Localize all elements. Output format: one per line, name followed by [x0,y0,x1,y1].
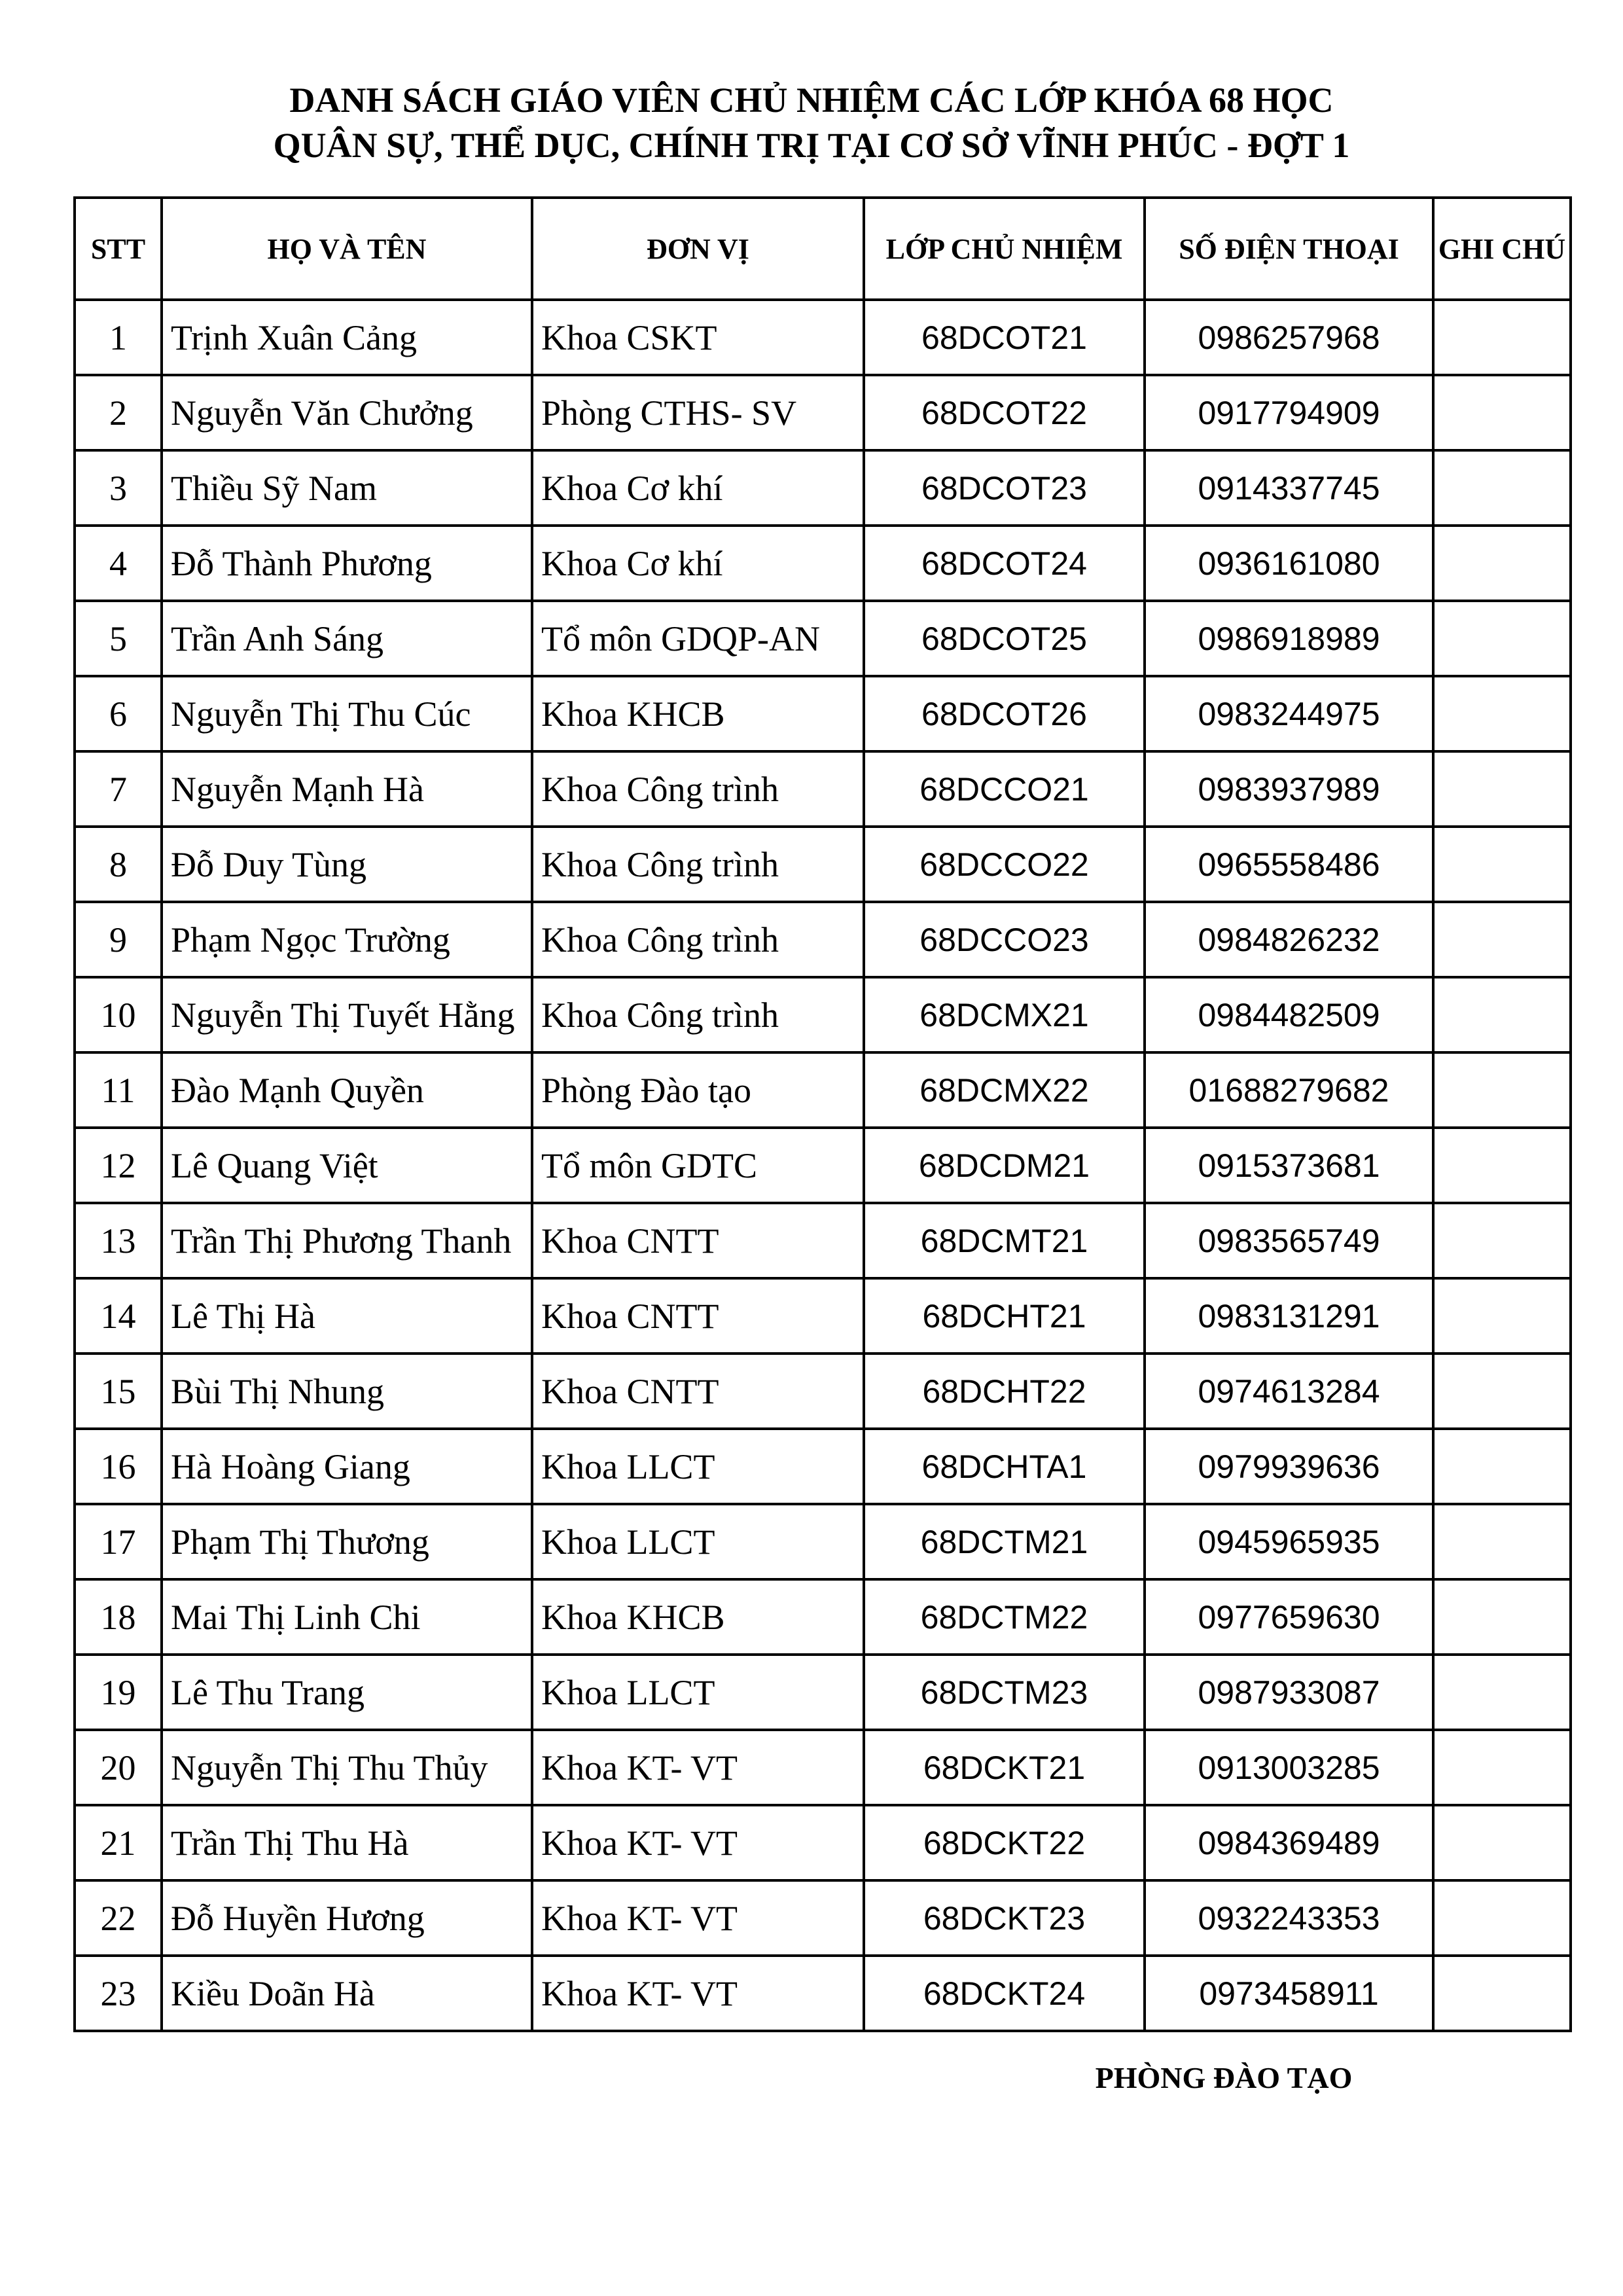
cell-phone: 0983131291 [1145,1278,1433,1354]
cell-phone: 01688279682 [1145,1052,1433,1128]
cell-class: 68DCOT22 [864,375,1145,450]
header-name: HỌ VÀ TÊN [162,198,532,300]
cell-class: 68DCKT23 [864,1880,1145,1956]
cell-unit: Khoa Cơ khí [532,450,864,526]
cell-phone: 0917794909 [1145,375,1433,450]
cell-stt: 19 [75,1655,162,1730]
cell-unit: Khoa KT- VT [532,1956,864,2031]
cell-class: 68DCHTA1 [864,1429,1145,1504]
cell-stt: 17 [75,1504,162,1579]
cell-stt: 13 [75,1203,162,1278]
cell-stt: 14 [75,1278,162,1354]
cell-phone: 0932243353 [1145,1880,1433,1956]
cell-phone: 0984482509 [1145,977,1433,1052]
cell-unit: Khoa KT- VT [532,1880,864,1956]
table-row [75,751,1571,827]
cell-unit: Phòng CTHS- SV [532,375,864,450]
cell-name: Lê Thu Trang [162,1655,532,1730]
table-row [75,1354,1571,1429]
cell-phone: 0987933087 [1145,1655,1433,1730]
table-row [75,1203,1571,1278]
cell-unit: Khoa KHCB [532,676,864,751]
cell-note [1433,1956,1571,2031]
cell-unit: Phòng Đào tạo [532,1052,864,1128]
cell-class: 68DCTM21 [864,1504,1145,1579]
cell-class: 68DCMT21 [864,1203,1145,1278]
cell-class: 68DCOT24 [864,526,1145,601]
cell-unit: Khoa KT- VT [532,1730,864,1805]
table-body [75,300,1571,2031]
cell-note [1433,1128,1571,1203]
cell-phone: 0974613284 [1145,1354,1433,1429]
table-row [75,902,1571,977]
cell-stt: 12 [75,1128,162,1203]
cell-unit: Tổ môn GDTC [532,1128,864,1203]
cell-name: Trịnh Xuân Cảng [162,300,532,375]
table-row [75,1805,1571,1880]
cell-name: Mai Thị Linh Chi [162,1579,532,1655]
cell-name: Lê Thị Hà [162,1278,532,1354]
cell-stt: 22 [75,1880,162,1956]
cell-class: 68DCOT25 [864,601,1145,676]
cell-stt: 2 [75,375,162,450]
cell-stt: 9 [75,902,162,977]
cell-class: 68DCKT24 [864,1956,1145,2031]
cell-stt: 23 [75,1956,162,2031]
cell-stt: 16 [75,1429,162,1504]
cell-class: 68DCTM22 [864,1579,1145,1655]
cell-phone: 0983244975 [1145,676,1433,751]
cell-phone: 0914337745 [1145,450,1433,526]
table-row [75,375,1571,450]
signature-department: PHÒNG ĐÀO TẠO [1095,2061,1353,2094]
cell-note [1433,526,1571,601]
cell-note [1433,1504,1571,1579]
cell-name: Đỗ Thành Phương [162,526,532,601]
cell-note [1433,375,1571,450]
table-row [75,1880,1571,1956]
cell-note [1433,1278,1571,1354]
table-row [75,1956,1571,2031]
header-note: GHI CHÚ [1433,198,1571,300]
table-row [75,300,1571,375]
cell-note [1433,1354,1571,1429]
cell-note [1433,601,1571,676]
cell-unit: Tổ môn GDQP-AN [532,601,864,676]
header-class: LỚP CHỦ NHIỆM [864,198,1145,300]
cell-unit: Khoa Công trình [532,977,864,1052]
cell-unit: Khoa KT- VT [532,1805,864,1880]
cell-class: 68DCDM21 [864,1128,1145,1203]
cell-stt: 4 [75,526,162,601]
cell-class: 68DCKT22 [864,1805,1145,1880]
cell-note [1433,1880,1571,1956]
cell-phone: 0965558486 [1145,827,1433,902]
cell-stt: 1 [75,300,162,375]
table-row [75,827,1571,902]
cell-unit: Khoa Công trình [532,827,864,902]
cell-note [1433,902,1571,977]
cell-phone: 0913003285 [1145,1730,1433,1805]
table-header-row [75,198,1571,300]
document-title-line-1: DANH SÁCH GIÁO VIÊN CHỦ NHIỆM CÁC LỚP KHÓA 68 HỌC [289,81,1334,120]
cell-stt: 20 [75,1730,162,1805]
cell-phone: 0983565749 [1145,1203,1433,1278]
cell-name: Phạm Thị Thương [162,1504,532,1579]
cell-class: 68DCCO23 [864,902,1145,977]
cell-stt: 21 [75,1805,162,1880]
table-row [75,1504,1571,1579]
cell-note [1433,1730,1571,1805]
cell-note [1433,977,1571,1052]
cell-stt: 11 [75,1052,162,1128]
cell-note [1433,1655,1571,1730]
table-row [75,526,1571,601]
cell-unit: Khoa LLCT [532,1655,864,1730]
cell-note [1433,1052,1571,1128]
cell-phone: 0945965935 [1145,1504,1433,1579]
table-row [75,450,1571,526]
cell-note [1433,1429,1571,1504]
cell-name: Nguyễn Văn Chưởng [162,375,532,450]
cell-phone: 0979939636 [1145,1429,1433,1504]
cell-class: 68DCCO21 [864,751,1145,827]
cell-unit: Khoa LLCT [532,1504,864,1579]
header-stt: STT [75,198,162,300]
cell-phone: 0984369489 [1145,1805,1433,1880]
cell-unit: Khoa CNTT [532,1354,864,1429]
cell-unit: Khoa Cơ khí [532,526,864,601]
cell-name: Đào Mạnh Quyền [162,1052,532,1128]
cell-name: Phạm Ngọc Trường [162,902,532,977]
cell-name: Nguyễn Thị Thu Cúc [162,676,532,751]
cell-note [1433,1805,1571,1880]
cell-phone: 0915373681 [1145,1128,1433,1203]
teacher-table [73,196,1572,2032]
cell-class: 68DCCO22 [864,827,1145,902]
cell-name: Trần Thị Phương Thanh [162,1203,532,1278]
cell-name: Trần Anh Sáng [162,601,532,676]
table-row [75,601,1571,676]
cell-class: 68DCOT23 [864,450,1145,526]
table-row [75,1278,1571,1354]
cell-note [1433,676,1571,751]
cell-stt: 18 [75,1579,162,1655]
cell-phone: 0977659630 [1145,1579,1433,1655]
table-row [75,1429,1571,1504]
table-row [75,676,1571,751]
cell-name: Bùi Thị Nhung [162,1354,532,1429]
cell-unit: Khoa Công trình [532,751,864,827]
cell-class: 68DCOT21 [864,300,1145,375]
cell-unit: Khoa KHCB [532,1579,864,1655]
table-row [75,1579,1571,1655]
cell-unit: Khoa Công trình [532,902,864,977]
cell-phone: 0936161080 [1145,526,1433,601]
cell-name: Nguyễn Thị Thu Thủy [162,1730,532,1805]
cell-class: 68DCMX22 [864,1052,1145,1128]
cell-name: Hà Hoàng Giang [162,1429,532,1504]
cell-name: Kiều Doãn Hà [162,1956,532,2031]
cell-name: Thiều Sỹ Nam [162,450,532,526]
table-row [75,1730,1571,1805]
cell-unit: Khoa LLCT [532,1429,864,1504]
cell-phone: 0984826232 [1145,902,1433,977]
cell-class: 68DCKT21 [864,1730,1145,1805]
cell-phone: 0973458911 [1145,1956,1433,2031]
cell-class: 68DCOT26 [864,676,1145,751]
cell-stt: 8 [75,827,162,902]
cell-class: 68DCTM23 [864,1655,1145,1730]
cell-unit: Khoa CNTT [532,1203,864,1278]
table-row [75,1128,1571,1203]
cell-stt: 7 [75,751,162,827]
cell-stt: 10 [75,977,162,1052]
cell-phone: 0986918989 [1145,601,1433,676]
cell-stt: 5 [75,601,162,676]
cell-class: 68DCHT21 [864,1278,1145,1354]
cell-stt: 3 [75,450,162,526]
cell-name: Đỗ Huyền Hương [162,1880,532,1956]
cell-name: Đỗ Duy Tùng [162,827,532,902]
document-title-line-2: QUÂN SỰ, THỂ DỤC, CHÍNH TRỊ TẠI CƠ SỞ VĨNH PHÚC - ĐỢT 1 [273,126,1350,165]
cell-note [1433,450,1571,526]
cell-unit: Khoa CNTT [532,1278,864,1354]
table-row [75,977,1571,1052]
cell-stt: 15 [75,1354,162,1429]
header-phone: SỐ ĐIỆN THOẠI [1145,198,1433,300]
header-unit: ĐƠN VỊ [532,198,864,300]
cell-class: 68DCHT22 [864,1354,1145,1429]
cell-name: Lê Quang Việt [162,1128,532,1203]
cell-name: Trần Thị Thu Hà [162,1805,532,1880]
cell-name: Nguyễn Thị Tuyết Hằng [162,977,532,1052]
cell-name: Nguyễn Mạnh Hà [162,751,532,827]
cell-stt: 6 [75,676,162,751]
cell-class: 68DCMX21 [864,977,1145,1052]
cell-note [1433,300,1571,375]
cell-note [1433,1579,1571,1655]
table-row [75,1655,1571,1730]
cell-phone: 0983937989 [1145,751,1433,827]
cell-note [1433,1203,1571,1278]
cell-unit: Khoa CSKT [532,300,864,375]
cell-note [1433,751,1571,827]
table-row [75,1052,1571,1128]
cell-note [1433,827,1571,902]
cell-phone: 0986257968 [1145,300,1433,375]
